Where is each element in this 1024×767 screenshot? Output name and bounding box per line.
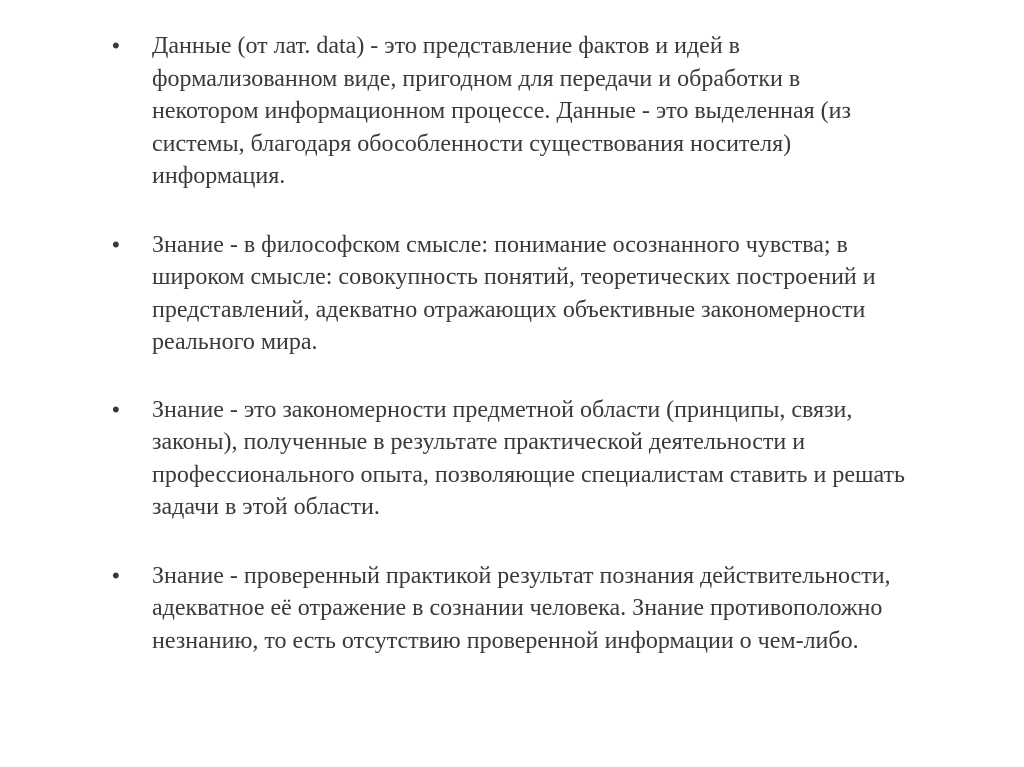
bullet-icon: • <box>112 562 120 588</box>
bullet-text-knowledge-verified: Знание - проверенный практикой результат познания действительности, адекватное её отражение в сознании человека. Знание противоположно незнанию, то есть отсутствию проверенной информации о чем-либо. <box>152 562 891 654</box>
bullet-list <box>112 30 972 693</box>
bullet-text-knowledge-philosophical: Знание - в философском смысле: понимание осознанного чувства; в широком смысле: совокупность понятий, теоретических построений и представлений, адекватно отражающих объективные закономерности реального мира. <box>152 231 876 355</box>
list-item <box>112 30 972 193</box>
bullet-text-knowledge-domain: Знание - это закономерности предметной области (принципы, связи, законы), полученные в результате практической деятельности и профессионального опыта, позволяющие специалистам ставить и решать задачи в этой области. <box>152 396 905 520</box>
bullet-icon: • <box>112 33 120 58</box>
list-item <box>112 394 972 524</box>
list-item <box>112 560 972 658</box>
bullet-text-data-definition: Данные (от лат. data) - это представление фактов и идей в формализованном виде, пригодном для передачи и обработки в некотором информационном процессе. Данные - это выделенная (из системы, благодаря обособленности существования носителя) информация. <box>152 33 851 189</box>
bullet-icon: • <box>112 396 120 422</box>
bullet-icon: • <box>112 231 120 257</box>
list-item <box>112 229 972 359</box>
